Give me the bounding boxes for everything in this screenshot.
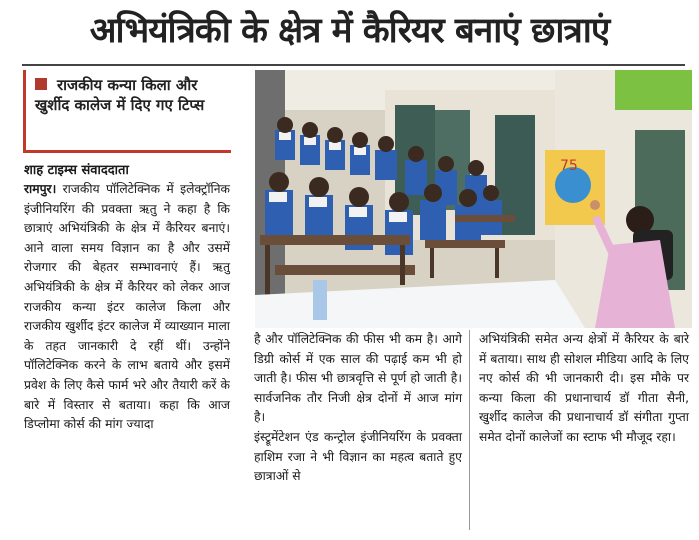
svg-text:75: 75 (560, 158, 578, 174)
dateline: रामपुर। (24, 182, 57, 196)
headline: अभियंत्रिकी के क्षेत्र में कैरियर बनाएं छात्राएं (89, 11, 610, 51)
subheadline: राजकीय कन्या किला और खुर्शीद कालेज में दिए गए टिप्स (35, 76, 205, 114)
article-column-left (24, 180, 230, 435)
subheadline-box (23, 70, 231, 153)
article-column-right: अभियंत्रिकी समेत अन्य क्षेत्रों में कैरियर के बारे में बताया। साथ ही सोशल मीडिया आदि के लिए नए कोर्स की भी जानकारी दी। इस मौके पर कन्या किला की प्रधानाचार्य डॉ गीता सैनी, खुर्शीद कालेज की प्रधानाचार्य डॉ संगीता गुप्ता समेत दोनों कालेजों का स्टाफ भी मौजूद रहा। (479, 332, 689, 444)
headline-rule (22, 64, 685, 66)
article-column-middle: है और पॉलिटेक्निक की फीस भी कम है। आगे डिग्री कोर्स में एक साल की पढ़ाई कम भी हो जाती है। फीस भी छात्रवृत्ति से पूर्ण हो जाती है। सार्वजनिक तौर निजी क्षेत्र दोनों में आज मांग है। इंस्ट्रूमेंटेशन एंड कन्ट्रोल इंजीनियरिंग के प्रवक्ता हाशिम रजा ने भी विज्ञान का महत्व बताते हुए छात्राओं से (254, 332, 462, 484)
column-divider (469, 330, 470, 530)
byline: शाह टाइम्स संवाददाता (24, 163, 129, 178)
classroom-photo (255, 70, 692, 328)
article-text-left: राजकीय पॉलिटेक्निक में इलेक्ट्रॉनिक इंजीनियरिंग की प्रवक्ता ऋतु ने कहा है कि छात्राएं अभियंत्रिकी के क्षेत्र में कैरियर बनाएं। आने वाला समय विज्ञान का है और उसमें रोजगार की बेहतर सम्भावनाएं हैं। ऋतु अभियंत्रिकी के क्षेत्र में कैरियर को लेकर आज राजकीय कन्या इंटर कालेज किला और राजकीय खुर्शीद इंटर कालेज में व्याख्यान माला के तहत जानकारी दे रहीं थीं। उन्होंने पॉलिटेक्निक करने के लाभ बताये और इसमें प्रवेश के लिए कैसे फार्म भरे और तैयारी करें के बारे में विस्तार से बताया। कहा कि आज डिप्लोमा कोर्स की मांग ज्यादा (24, 182, 230, 432)
classroom-photo-illustration (255, 70, 692, 328)
